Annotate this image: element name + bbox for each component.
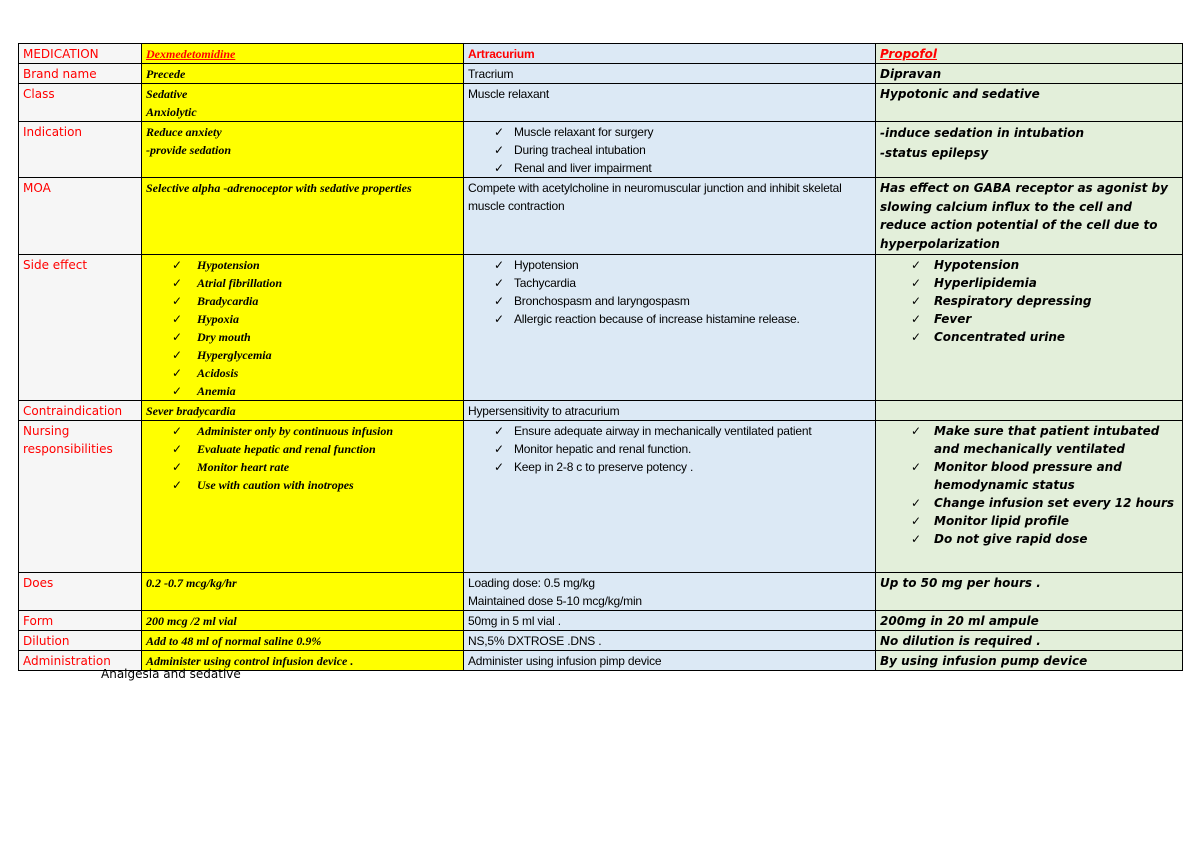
- table-row-moa: [19, 178, 1183, 255]
- checkmark-icon: ✓: [911, 276, 922, 290]
- list-item: ✓ Ensure adequate airway in mechanically ventilated patient: [494, 424, 812, 438]
- checkmark-icon: ✓: [911, 496, 922, 510]
- checkmark-icon: ✓: [172, 384, 183, 398]
- checkmark-icon: ✓: [494, 276, 504, 290]
- checkmark-icon: ✓: [911, 330, 922, 344]
- row-label: Contraindication: [19, 401, 142, 421]
- check-list: [146, 256, 459, 400]
- checkmark-icon: ✓: [494, 258, 504, 272]
- row-label: Brand name: [19, 64, 142, 84]
- table-row-contraindication: [19, 401, 1183, 421]
- table-row-form: [19, 611, 1183, 631]
- atr-class: Muscle relaxant: [464, 84, 876, 122]
- medication-table: [18, 43, 1183, 671]
- list-item: ✓ Bronchospasm and laryngospasm: [494, 294, 690, 308]
- list-item: ✓ Make sure that patient intubated and mechanically ventilated: [911, 424, 1160, 456]
- dex-dose: 0.2 -0.7 mcg/kg/hr: [142, 573, 464, 611]
- list-item: ✓ Concentrated urine: [911, 330, 1066, 344]
- pro-brand: Dipravan: [876, 64, 1183, 84]
- list-item: ✓ Keep in 2-8 c to preserve potency .: [494, 460, 694, 474]
- checkmark-icon: ✓: [172, 258, 183, 272]
- check-list: [468, 256, 871, 328]
- check-list: [146, 422, 459, 494]
- dex-moa: [142, 178, 464, 255]
- check-list: [468, 123, 871, 177]
- pro-class: Hypotonic and sedative: [876, 84, 1183, 122]
- list-item: ✓ Hyperlipidemia: [911, 276, 1037, 290]
- checkmark-icon: ✓: [172, 330, 183, 344]
- pro-indication-line: -status epilepsy: [880, 146, 989, 160]
- list-item: ✓ Dry mouth: [172, 330, 251, 344]
- atr-dilution: NS,5% DXTROSE .DNS .: [464, 631, 876, 651]
- list-item: ✓ Hypotension: [172, 258, 260, 272]
- list-item: ✓ Bradycardia: [172, 294, 259, 308]
- dex-class-line: Anxiolytic: [146, 105, 197, 119]
- atr-indication: [464, 122, 876, 178]
- atr-brand: Tracrium: [464, 64, 876, 84]
- list-item: ✓ Respiratory depressing: [911, 294, 1092, 308]
- checkmark-icon: ✓: [911, 258, 922, 272]
- atr-moa: [464, 178, 876, 255]
- list-item: ✓ Monitor heart rate: [172, 460, 290, 474]
- list-item: ✓ During tracheal intubation: [494, 143, 646, 157]
- checkmark-icon: ✓: [172, 366, 183, 380]
- atr-dose-line: Loading dose: 0.5 mg/kg: [468, 576, 595, 590]
- row-label: Class: [19, 84, 142, 122]
- row-label: Side effect: [19, 255, 142, 401]
- pro-side-effects: [876, 255, 1183, 401]
- table-row-side-effect: [19, 255, 1183, 401]
- atr-form: 50mg in 5 ml vial .: [464, 611, 876, 631]
- check-list: [880, 256, 1178, 346]
- checkmark-icon: ✓: [172, 294, 183, 308]
- pro-contraindication: [876, 401, 1183, 421]
- atr-side-effects: [464, 255, 876, 401]
- row-label: Does: [19, 573, 142, 611]
- list-item: ✓ Monitor hepatic and renal function.: [494, 442, 692, 456]
- list-item: ✓ Hypoxia: [172, 312, 239, 326]
- checkmark-icon: ✓: [494, 125, 504, 139]
- table-row-dilution: [19, 631, 1183, 651]
- row-label: Dilution: [19, 631, 142, 651]
- checkmark-icon: ✓: [172, 442, 183, 456]
- table-row-dose: [19, 573, 1183, 611]
- list-item: ✓ Monitor blood pressure and hemodynamic status: [911, 460, 1122, 492]
- pro-indication-line: -induce sedation in intubation: [880, 126, 1085, 140]
- dex-indication: [142, 122, 464, 178]
- row-label: Indication: [19, 122, 142, 178]
- atr-dose: [464, 573, 876, 611]
- checkmark-icon: ✓: [172, 460, 183, 474]
- dex-moa-text: Selective alpha -adrenoceptor with sedative properties: [146, 181, 412, 195]
- header-propofol: Propofol: [876, 44, 1183, 64]
- header-atracurium: Artracurium: [464, 44, 876, 64]
- checkmark-icon: ✓: [911, 460, 922, 474]
- list-item: ✓ Fever: [911, 312, 972, 326]
- pro-administration: By using infusion pump device: [876, 651, 1183, 671]
- list-item: ✓ Atrial fibrillation: [172, 276, 283, 290]
- list-item: ✓ Renal and liver impairment: [494, 161, 652, 175]
- checkmark-icon: ✓: [911, 514, 922, 528]
- list-item: ✓ Muscle relaxant for surgery: [494, 125, 654, 139]
- table-row-class: [19, 84, 1183, 122]
- row-label: Administration: [19, 651, 142, 671]
- dex-form: 200 mcg /2 ml vial: [142, 611, 464, 631]
- dex-indication-line: -provide sedation: [146, 143, 231, 157]
- atr-nursing: [464, 421, 876, 573]
- list-item: ✓ Administer only by continuous infusion: [172, 424, 394, 438]
- checkmark-icon: ✓: [911, 294, 922, 308]
- checkmark-icon: ✓: [494, 161, 504, 175]
- checkmark-icon: ✓: [172, 276, 183, 290]
- list-item: ✓ Anemia: [172, 384, 236, 398]
- list-item: ✓ Tachycardia: [494, 276, 576, 290]
- atr-administration: Administer using infusion pimp device: [464, 651, 876, 671]
- dex-brand: Precede: [142, 64, 464, 84]
- pro-moa-text: Has effect on GABA receptor as agonist by slowing calcium influx to the cell and reduce action potential of the cell due to hyperpolarization: [880, 181, 1168, 251]
- pro-form: 200mg in 20 ml ampule: [876, 611, 1183, 631]
- dex-administration: Administer using control infusion device .: [142, 651, 464, 671]
- dex-class: [142, 84, 464, 122]
- pro-moa: [876, 178, 1183, 255]
- checkmark-icon: ✓: [494, 143, 504, 157]
- dex-contraindication: Sever bradycardia: [142, 401, 464, 421]
- list-item: ✓ Hypotension: [494, 258, 579, 272]
- list-item: ✓ Do not give rapid dose: [911, 532, 1088, 546]
- dex-side-effects: [142, 255, 464, 401]
- checkmark-icon: ✓: [494, 312, 504, 326]
- list-item: ✓ Hypotension: [911, 258, 1020, 272]
- check-list: [468, 422, 871, 476]
- row-label: MOA: [19, 178, 142, 255]
- checkmark-icon: ✓: [172, 478, 183, 492]
- table-row-brand: [19, 64, 1183, 84]
- checkmark-icon: ✓: [494, 294, 504, 308]
- list-item: ✓ Monitor lipid profile: [911, 514, 1070, 528]
- check-list: [880, 422, 1178, 548]
- header-dexmedetomidine: Dexmedetomidine: [142, 44, 464, 64]
- pro-dilution: No dilution is required .: [876, 631, 1183, 651]
- dex-nursing: [142, 421, 464, 573]
- table-caption: Analgesia and sedative: [101, 667, 241, 681]
- checkmark-icon: ✓: [911, 532, 922, 546]
- list-item: ✓ Use with caution with inotropes: [172, 478, 354, 492]
- atr-contraindication: Hypersensitivity to atracurium: [464, 401, 876, 421]
- list-item: ✓ Acidosis: [172, 366, 239, 380]
- checkmark-icon: ✓: [494, 460, 504, 474]
- checkmark-icon: ✓: [911, 424, 922, 438]
- table-row-header: [19, 44, 1183, 64]
- pro-indication: [876, 122, 1183, 178]
- atr-dose-line: Maintained dose 5-10 mcg/kg/min: [468, 594, 642, 608]
- pro-nursing: [876, 421, 1183, 573]
- checkmark-icon: ✓: [494, 442, 504, 456]
- checkmark-icon: ✓: [172, 312, 183, 326]
- atr-moa-text: Compete with acetylcholine in neuromuscular junction and inhibit skeletal muscle contraction: [468, 181, 842, 213]
- checkmark-icon: ✓: [172, 348, 183, 362]
- row-label: Form: [19, 611, 142, 631]
- checkmark-icon: ✓: [494, 424, 504, 438]
- dex-class-line: Sedative: [146, 87, 188, 101]
- row-label: Nursing responsibilities: [19, 421, 142, 573]
- checkmark-icon: ✓: [911, 312, 922, 326]
- header-label-cell: MEDICATION: [19, 44, 142, 64]
- table-row-indication: [19, 122, 1183, 178]
- pro-dose: Up to 50 mg per hours .: [876, 573, 1183, 611]
- list-item: ✓ Change infusion set every 12 hours: [911, 496, 1175, 510]
- table-row-nursing: [19, 421, 1183, 573]
- dex-indication-line: Reduce anxiety: [146, 125, 222, 139]
- dex-dilution: Add to 48 ml of normal saline 0.9%: [142, 631, 464, 651]
- list-item: ✓ Hyperglycemia: [172, 348, 272, 362]
- list-item: ✓ Evaluate hepatic and renal function: [172, 442, 376, 456]
- list-item: ✓ Allergic reaction because of increase histamine release.: [494, 312, 800, 326]
- checkmark-icon: ✓: [172, 424, 183, 438]
